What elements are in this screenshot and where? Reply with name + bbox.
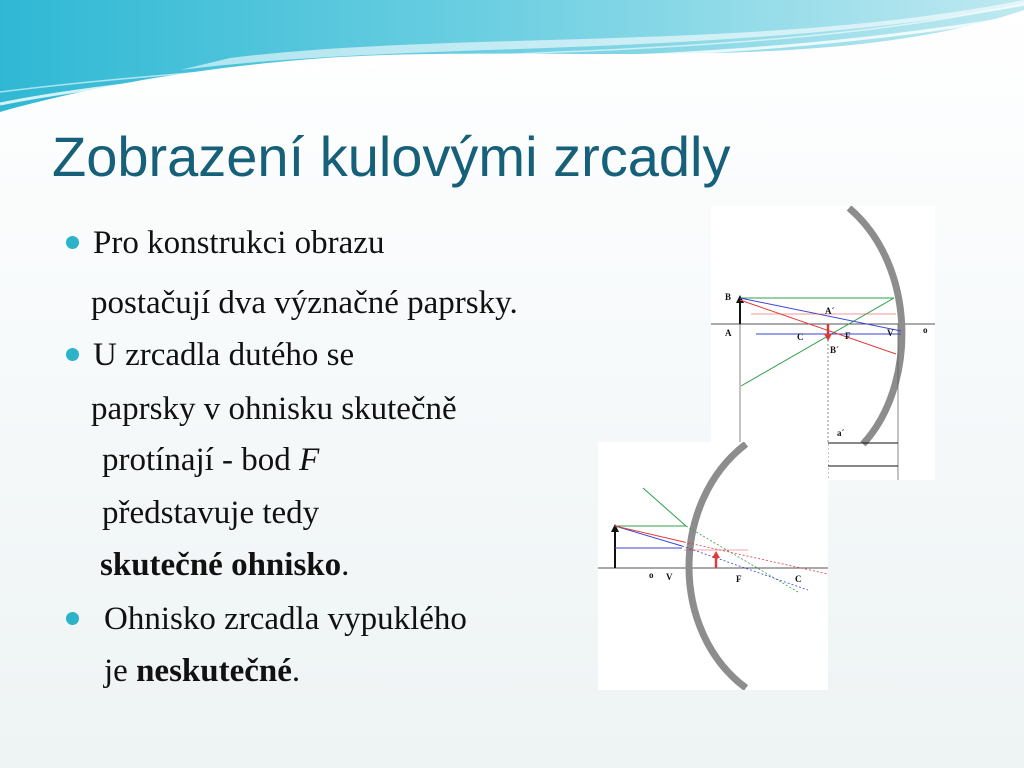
text-line-7-suffix: . [341, 547, 350, 583]
text-line-5-prefix: protínají - bod [102, 442, 300, 478]
slide-title: Zobrazení kulovými zrcadly [52, 125, 731, 188]
ray-red [615, 526, 684, 542]
label-A: A [725, 328, 732, 338]
label-o: o [649, 570, 654, 580]
label-B-prime: B´ [830, 345, 839, 355]
ray-green-reflected [643, 488, 686, 526]
text-line-9-suffix: . [291, 653, 301, 689]
label-o: o [923, 325, 928, 335]
bullet-dot [66, 348, 79, 361]
label-V: V [666, 572, 673, 582]
ray-green-reflected [741, 298, 894, 386]
bullet-dot [66, 236, 79, 249]
label-a-prime: a´ [837, 428, 845, 438]
ray-green-virtual [686, 526, 798, 592]
concave-mirror-diagram [711, 206, 935, 480]
convex-mirror-diagram [598, 442, 828, 690]
label-C: C [797, 332, 804, 342]
text-line-4: paprsky v ohnisku skutečně [91, 391, 457, 427]
text-line-7 [100, 549, 349, 582]
virtual-focus-term: neskutečné [136, 653, 292, 689]
text-line-6: představuje tedy [102, 495, 320, 531]
label-F: F [845, 331, 851, 341]
text-line-9 [104, 655, 300, 688]
text-line-8: Ohnisko zrcadla vypuklého [104, 601, 467, 637]
text-line-9-prefix: je [104, 653, 137, 689]
text-line-2: postačují dva význačné paprsky. [91, 285, 518, 321]
bullet-dot [66, 612, 79, 625]
label-C: C [795, 574, 802, 584]
ray-red-virtual [684, 542, 828, 574]
text-line-3: U zrcadla dutého se [93, 337, 355, 373]
object-arrowhead [611, 524, 619, 532]
virtual-image-arrowhead [712, 551, 720, 558]
text-line-5 [102, 444, 319, 477]
ray-blue [740, 298, 901, 331]
label-V: V [887, 328, 894, 338]
ray-red [740, 300, 896, 354]
label-A-prime: A´ [825, 306, 835, 316]
text-line-1: Pro konstrukci obrazu [93, 225, 385, 261]
real-focus-term: skutečné ohnisko [100, 547, 342, 583]
header-wave-decoration [0, 0, 1024, 120]
focus-symbol: F [299, 442, 320, 478]
label-B: B [725, 292, 732, 302]
ray-blue [615, 526, 682, 546]
label-F: F [736, 574, 742, 584]
convex-mirror [689, 444, 746, 688]
